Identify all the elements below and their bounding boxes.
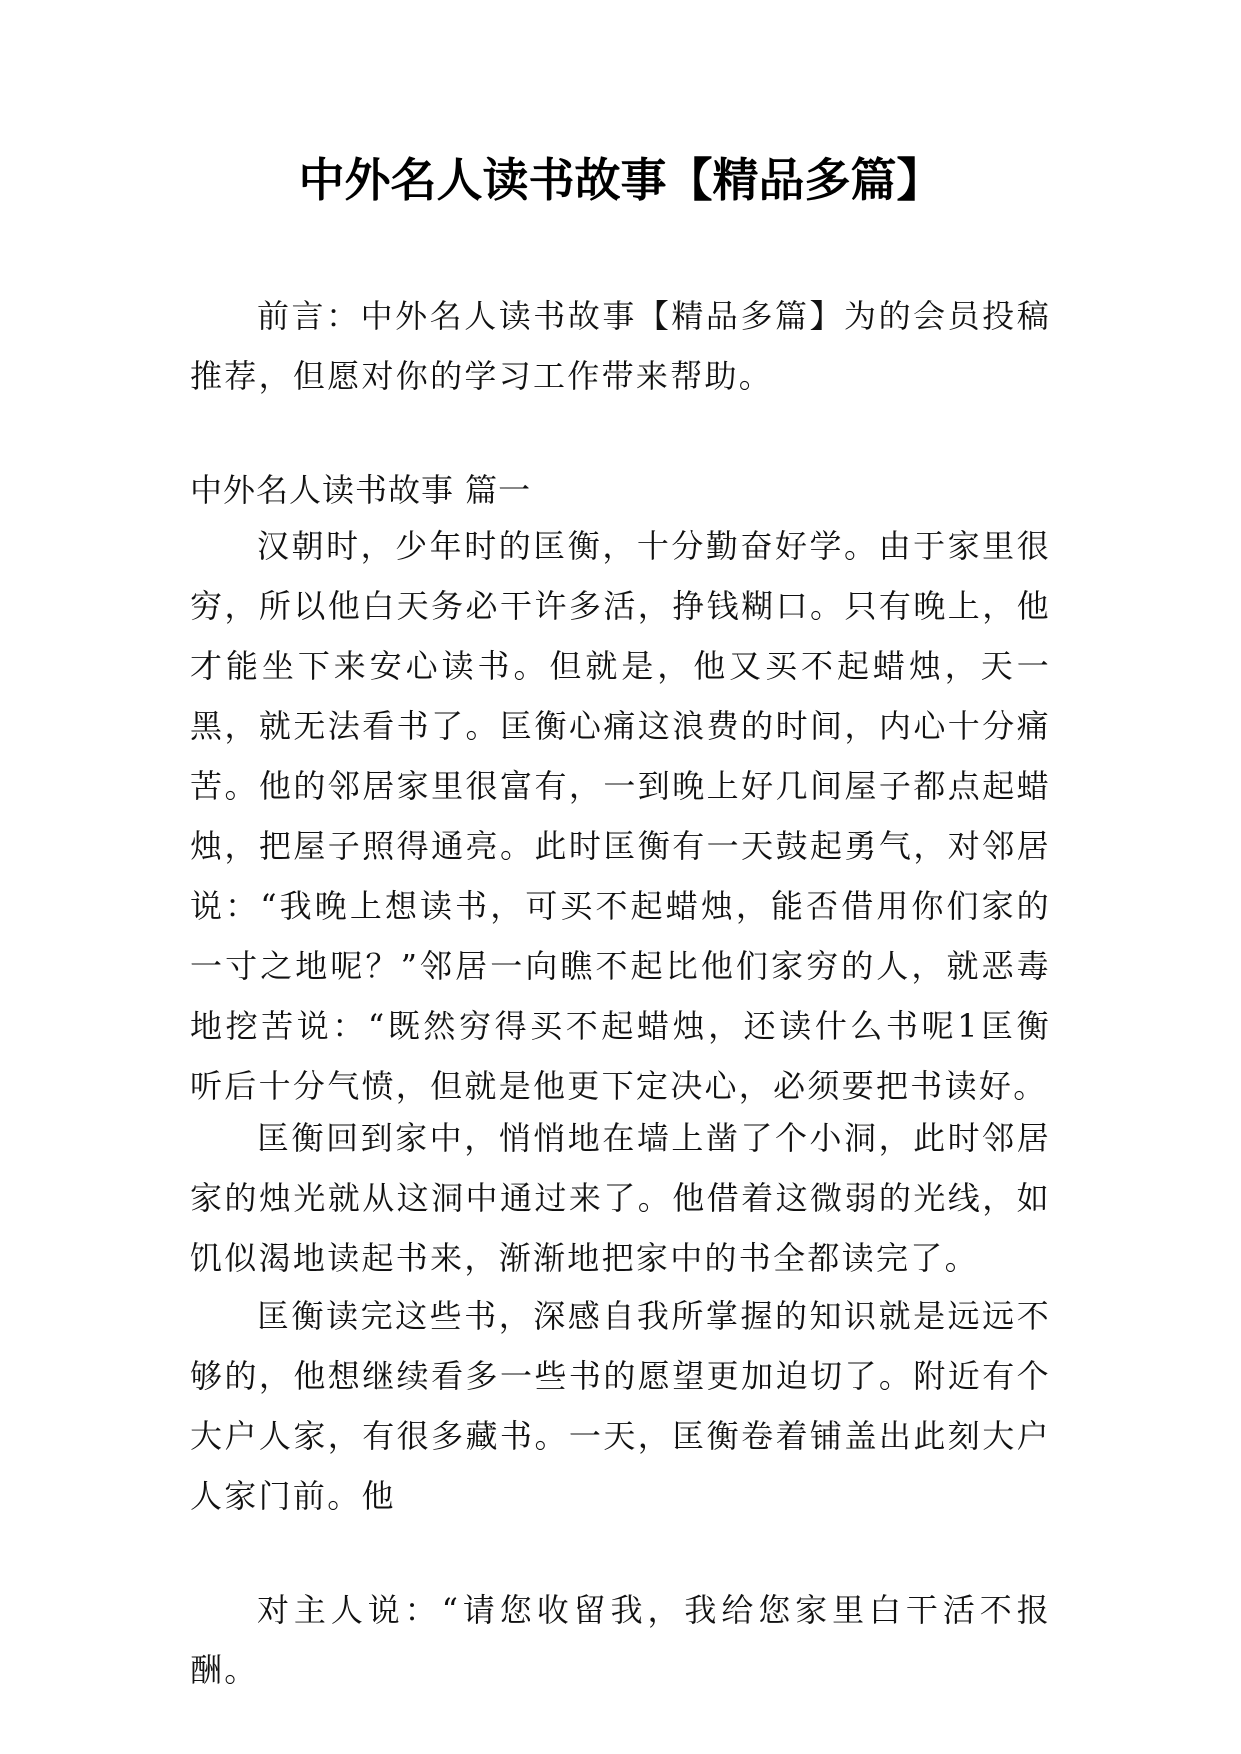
body-paragraph: 对主人说：“请您收留我，我给您家里白干活不报酬。	[190, 1591, 1051, 1689]
body-paragraph: 汉朝时，少年时的匡衡，十分勤奋好学。由于家里很穷，所以他白天务必干许多活，挣钱糊口。只有晚上，他才能坐下来安心读书。但就是，他又买不起蜡烛，天一黑，就无法看书了。匡衡心痛这浪费的时间，内心十分痛苦。他的邻居家里很富有，一到晚上好几间屋子都点起蜡烛，把屋子照得通亮。此时匡衡有一天鼓起勇气，对邻居说：“我晚上想读书，可买不起蜡烛，能否借用你们家的一寸之地呢？”邻居一向瞧不起比他们家穷的人，就恶毒地挖苦说：“既然穷得买不起蜡烛，还读什么书呢1匡衡听后十分气愤，但就是他更下定决心，必须要把书读好。	[190, 527, 1051, 1105]
section-heading: 中外名人读书故事 篇一	[190, 471, 532, 509]
preface-paragraph: 前言：中外名人读书故事【精品多篇】为的会员投稿推荐，但愿对你的学习工作带来帮助。	[190, 297, 1051, 395]
document-title: 中外名人读书故事【精品多篇】	[298, 153, 943, 207]
body-paragraph: 匡衡读完这些书，深感自我所掌握的知识就是远远不够的，他想继续看多一些书的愿望更加迫切了。附近有个大户人家，有很多藏书。一天，匡衡卷着铺盖出此刻大户人家门前。他	[190, 1297, 1051, 1515]
body-paragraph: 匡衡回到家中，悄悄地在墙上凿了个小洞，此时邻居家的烛光就从这洞中通过来了。他借着这微弱的光线，如饥似渴地读起书来，渐渐地把家中的书全都读完了。	[190, 1119, 1051, 1277]
